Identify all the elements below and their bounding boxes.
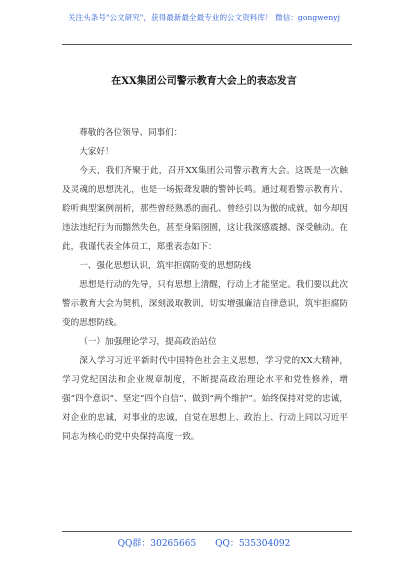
document-body — [62, 124, 348, 447]
paragraph-intro: 今天，我们齐聚于此，召开XX集团公司警示教育大会。这既是一次触及灵魂的思想洗礼，也是一场振聋发聩的警钟长鸣。通过观看警示教育片、聆听典型案例剖析，那些曾经熟悉的面孔、曾经引以为傲的成就，如今却因违法违纪行为而黯然失色，甚至身陷囹圄，这让我深感震撼、深受触动。在此，我谨代表全体员工，郑重表态如下： — [62, 166, 348, 252]
greeting: 大家好！ — [79, 147, 114, 157]
subsection-heading-1: （一）加强理论学习，提高政治站位 — [79, 337, 217, 347]
section-heading-1: 一、强化思想认识，筑牢拒腐防变的思想防线 — [79, 261, 252, 271]
header-promo-note: 关注头条号"公文研究"，获得最新最全最专业的公文资料库！ 微信：gongwenyj — [67, 13, 341, 22]
header-divider — [62, 44, 352, 45]
footer-qq: QQ：535304092 — [215, 539, 291, 549]
paragraph-section-1: 思想是行动的先导，只有思想上清醒，行动上才能坚定。我们要以此次警示教育大会为契机，深刻汲取教训，切实增强廉洁自律意识，筑牢拒腐防变的思想防线。 — [62, 280, 348, 328]
salutation: 尊敬的各位领导、同事们： — [79, 128, 183, 138]
footer-contact — [0, 536, 408, 549]
paragraph-subsection-1: 深入学习习近平新时代中国特色社会主义思想，学习党的XX大精神，学习党纪国法和企业规章制度，不断提高政治理论水平和党性修养，增强“四个意识”、坚定“四个自信”、做到“两个维护”。始终保持对党的忠诚，对企业的忠诚，对事业的忠诚，自觉在思想上、政治上、行动上同以习近平同志为核心的党中央保持高度一致。 — [62, 356, 348, 442]
footer-divider — [62, 531, 352, 532]
document-title: 在XX集团公司警示教育大会上的表态发言 — [111, 76, 297, 87]
footer-qq-group: QQ群：30265665 — [117, 539, 197, 549]
